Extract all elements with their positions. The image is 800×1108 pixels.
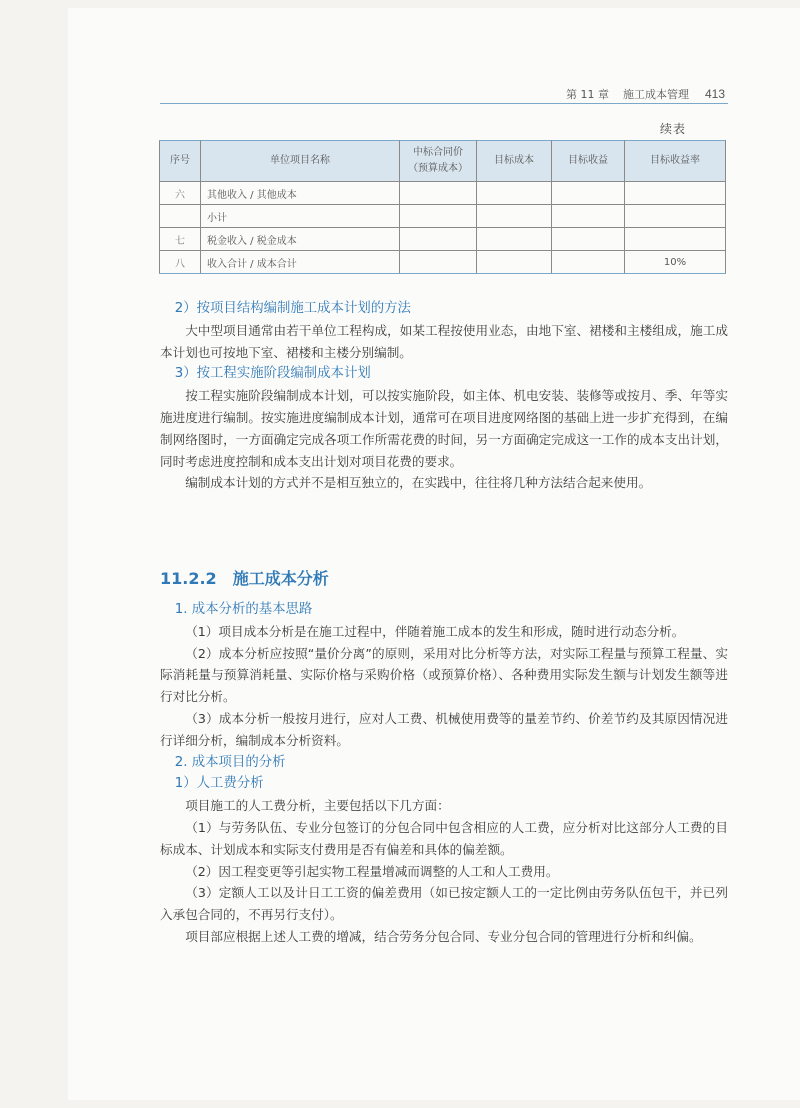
chapter-title: 施工成本管理 (622, 88, 689, 101)
paragraph: （3）成本分析一般按月进行，应对人工费、机械使用费等的量差节约、价差节约及其原因情况进行详细分析，编制成本分析资料。 (160, 710, 728, 748)
table-row (160, 228, 726, 251)
chapter-number: 第 11 章 (565, 88, 609, 101)
section-title: 施工成本分析 (232, 569, 329, 588)
header-rule (160, 103, 728, 104)
table-cell: 10% (625, 251, 726, 274)
subheading: 2）按项目结构编制施工成本计划的方法 (174, 301, 411, 316)
table-cell: 税金收入 / 税金成本 (201, 228, 400, 251)
table-cell: 其他收入 / 其他成本 (201, 182, 400, 205)
section-number: 11.2.2 (160, 569, 217, 588)
table-cell (400, 182, 477, 205)
paragraph: 项目部应根据上述人工费的增减，结合劳务分包合同、专业分包合同的管理进行分析和纠偏。 (185, 928, 702, 944)
subheading: 3）按工程实施阶段编制成本计划 (174, 366, 371, 382)
table-header-row (160, 141, 726, 182)
body-text-lower (160, 599, 728, 948)
table-cell (400, 251, 477, 274)
body-text-upper (160, 298, 728, 494)
col-header: 目标收益 (552, 141, 625, 182)
table-cell (400, 205, 477, 228)
col-header: 单位项目名称 (201, 141, 400, 182)
table-cell: 小计 (201, 205, 400, 228)
col-header: 序号 (160, 141, 201, 182)
table-cell (477, 251, 552, 274)
table-continued-label: 续表 (660, 122, 687, 136)
col-header: 中标合同价 （预算成本） (400, 141, 477, 182)
table-row (160, 182, 726, 205)
table-cell (552, 182, 625, 205)
paragraph: （2）因工程变更等引起实物工程量增减而调整的人工和人工费用。 (185, 863, 559, 879)
col-header: 目标收益率 (625, 141, 726, 182)
table-cell (625, 205, 726, 228)
subheading: 2. 成本项目的分析 (174, 754, 286, 770)
table-cell: 六 (160, 182, 201, 205)
table-cell (477, 228, 552, 251)
paragraph: 项目施工的人工费分析，主要包括以下几方面： (185, 798, 450, 814)
section-heading (160, 566, 329, 589)
running-header (160, 86, 725, 100)
paragraph: 大中型项目通常由若干单位工程构成，如某工程按使用业态，由地下室、裙楼和主楼组成，施工成本计划也可按地下室、裙楼和主楼分别编制。 (160, 322, 728, 360)
table-cell: 八 (160, 251, 201, 274)
table-cell (160, 205, 201, 228)
table-cell: 七 (160, 228, 201, 251)
table-row (160, 251, 726, 274)
paragraph: （2）成本分析应按照“量价分离”的原则，采用对比分析等方法，对实际工程量与预算工程量、实际消耗量与预算消耗量、实际价格与采购价格（或预算价格）、各种费用实际发生额与计划发生额等进行对比分析。 (160, 645, 728, 705)
paragraph: （1）项目成本分析是在施工过程中，伴随着施工成本的发生和形成，随时进行动态分析。 (185, 623, 685, 639)
table-cell: 收入合计 / 成本合计 (201, 251, 400, 274)
cost-table (159, 140, 726, 274)
table-cell (552, 251, 625, 274)
table-cell (477, 205, 552, 228)
table-cell (477, 182, 552, 205)
table-row (160, 205, 726, 228)
paragraph: 按工程实施阶段编制成本计划，可以按实施阶段，如主体、机电安装、装修等或按月、季、年等实施进度进行编制。按实施进度编制成本计划，通常可在项目进度网络图的基础上进一步扩充得到，在编制网络图时，一方面确定完成各项工作所需花费的时间，另一方面确定完成这一工作的成本支出计划，同时考虑进度控制和成本支出计划对项目花费的要求。 (160, 388, 728, 469)
paragraph: （1）与劳务队伍、专业分包签订的分包合同中包含相应的人工费，应分析对比这部分人工费的目标成本、计划成本和实际支付费用是否有偏差和具体的偏差额。 (160, 819, 728, 857)
table-cell (625, 182, 726, 205)
paragraph: （3）定额人工以及计日工工资的偏差费用（如已按定额人工的一定比例由劳务队伍包干，并已列入承包合同的，不再另行支付）。 (160, 885, 728, 923)
subheading: 1）人工费分析 (174, 776, 264, 792)
subheading: 1. 成本分析的基本思路 (174, 602, 313, 617)
paragraph: 编制成本计划的方式并不是相互独立的，在实践中，往往将几种方法结合起来使用。 (185, 475, 652, 491)
page-number: 413 (704, 87, 725, 101)
table-cell (400, 228, 477, 251)
col-header: 目标成本 (477, 141, 552, 182)
table-cell (625, 228, 726, 251)
table-cell (552, 228, 625, 251)
table-cell (552, 205, 625, 228)
